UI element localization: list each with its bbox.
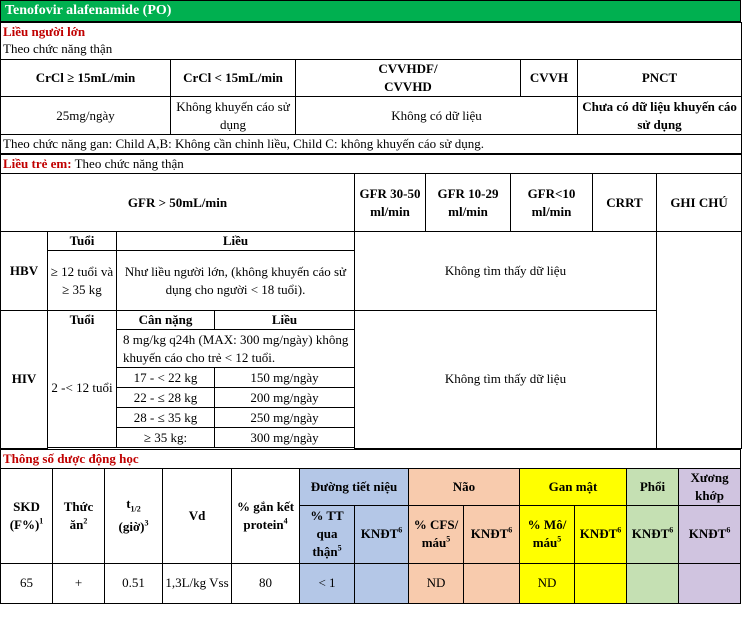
adult-low-crcl-value: Không khuyến cáo sử dụng bbox=[171, 97, 296, 135]
pk-brain-header: Não bbox=[409, 468, 520, 505]
pk-knd-urinary-value bbox=[355, 563, 409, 603]
hiv-weight-row: ≥ 35 kg: bbox=[117, 428, 215, 448]
pk-knd-liver-header: KNĐT$^6$ bbox=[575, 505, 627, 563]
pk-tt-value: < 1 bbox=[300, 563, 355, 603]
pk-knd-bone-value bbox=[679, 563, 741, 603]
child-intro: Theo chức năng thận bbox=[74, 156, 184, 171]
pk-protein-value: 80 bbox=[232, 563, 300, 603]
hiv-weight-row: 17 - < 22 kg bbox=[117, 368, 215, 388]
pk-vd-value: 1,3L/kg Vss bbox=[163, 563, 232, 603]
pk-tt-header: % TT qua thận$^5$ bbox=[300, 505, 355, 563]
pk-food-header: Thức $ăn^2$ bbox=[53, 468, 105, 563]
child-col-gfr-10: GFR 10-29 ml/min bbox=[426, 174, 511, 232]
pk-half-life-header: $t_{1/2}$ (giờ)$^3$ bbox=[105, 468, 163, 563]
adult-col-cvvh: CVVH bbox=[521, 60, 578, 97]
hiv-age: 2 -< 12 tuổi bbox=[48, 330, 117, 448]
hiv-dose-row: 200 mg/ngày bbox=[215, 388, 355, 408]
hiv-label: HIV bbox=[1, 311, 48, 449]
hiv-weight-row: 28 - ≤ 35 kg bbox=[117, 408, 215, 428]
adult-dosing-table bbox=[0, 22, 742, 154]
pk-table bbox=[0, 449, 741, 604]
hiv-dose-header: Liều bbox=[215, 311, 355, 330]
adult-pnct-value: Chưa có dữ liệu khuyến cáo sử dụng bbox=[578, 97, 742, 135]
adult-heading: Liều người lớn bbox=[3, 24, 86, 39]
pk-urinary-header: Đường tiết niệu bbox=[300, 468, 409, 505]
pk-mo-header: % Mô/ máu$^5$ bbox=[520, 505, 575, 563]
adult-col-crcl-low: CrCl < 15mL/min bbox=[171, 60, 296, 97]
adult-dose-value: 25mg/ngày bbox=[1, 97, 171, 135]
hbv-label: HBV bbox=[1, 232, 48, 311]
hbv-dose: Như liều người lớn, (không khuyến cáo sử dụng cho người < 18 tuổi). bbox=[117, 251, 355, 311]
pk-half-life-value: 0.51 bbox=[105, 563, 163, 603]
hiv-dose-row: 250 mg/ngày bbox=[215, 408, 355, 428]
pk-food-value: + bbox=[53, 563, 105, 603]
adult-col-crcl-high: CrCl ≥ 15mL/min bbox=[1, 60, 171, 97]
hiv-weight-row: 22 - ≤ 28 kg bbox=[117, 388, 215, 408]
hbv-age: ≥ 12 tuổi và ≥ 35 kg bbox=[48, 251, 117, 311]
hiv-dose-row: 300 mg/ngày bbox=[215, 428, 355, 448]
child-col-gfr-30: GFR 30-50 ml/min bbox=[355, 174, 426, 232]
pk-vd-header: Vd bbox=[163, 468, 232, 563]
pk-lung-header: Phổi bbox=[627, 468, 679, 505]
pk-skd-value: 65 bbox=[1, 563, 53, 603]
pk-knd-bone-header: KNĐT$^6$ bbox=[679, 505, 741, 563]
adult-col-cvvhdf: CVVHDF/ CVVHD bbox=[296, 60, 521, 97]
hiv-weight-header: Cân nặng bbox=[117, 311, 215, 330]
pk-knd-liver-value bbox=[575, 563, 627, 603]
pk-knd-lung-header: KNĐT$^6$ bbox=[627, 505, 679, 563]
title-table bbox=[0, 0, 741, 22]
adult-dialysis-value: Không có dữ liệu bbox=[296, 97, 578, 135]
child-col-gfr-lt10: GFR<10 ml/min bbox=[511, 174, 593, 232]
pk-knd-brain-value bbox=[464, 563, 520, 603]
pk-cfs-header: % CFS/ máu$^5$ bbox=[409, 505, 464, 563]
hbv-nodata: Không tìm thấy dữ liệu bbox=[355, 232, 657, 311]
child-dosing-table bbox=[0, 154, 742, 449]
hiv-dose-row: 150 mg/ngày bbox=[215, 368, 355, 388]
hiv-age-header: Tuổi bbox=[48, 311, 117, 330]
adult-intro: Theo chức năng thận bbox=[3, 41, 113, 56]
drug-title: Tenofovir alafenamide (PO) bbox=[1, 1, 741, 22]
pk-knd-brain-header: KNĐT$^6$ bbox=[464, 505, 520, 563]
hiv-weight-dose-note: 8 mg/kg q24h (MAX: 300 mg/ngày) không khuyến cáo cho trẻ < 12 tuổi. bbox=[117, 330, 355, 368]
child-heading: Liều trẻ em: bbox=[3, 156, 72, 171]
pk-heading: Thông số dược động học bbox=[1, 449, 741, 468]
pk-mo-value: ND bbox=[520, 563, 575, 603]
pk-protein-header: % gắn kết protein$^4$ bbox=[232, 468, 300, 563]
hbv-dose-header: Liều bbox=[117, 232, 355, 251]
child-col-notes: GHI CHÚ bbox=[657, 174, 742, 232]
child-col-gfr-50: GFR > 50mL/min bbox=[1, 174, 355, 232]
child-col-crrt: CRRT bbox=[593, 174, 657, 232]
pk-bone-header: Xương khớp bbox=[679, 468, 741, 505]
pk-skd-header: SKD $(F\%)^1$ bbox=[1, 468, 53, 563]
pk-cfs-value: ND bbox=[409, 563, 464, 603]
adult-col-pnct: PNCT bbox=[578, 60, 742, 97]
hbv-age-header: Tuổi bbox=[48, 232, 117, 251]
pk-knd-urinary-header: KNĐT$^6$ bbox=[355, 505, 409, 563]
hiv-nodata: Không tìm thấy dữ liệu bbox=[355, 311, 657, 449]
pk-liver-header: Gan mật bbox=[520, 468, 627, 505]
pk-knd-lung-value bbox=[627, 563, 679, 603]
adult-liver-note: Theo chức năng gan: Child A,B: Không cần chỉnh liều, Child C: không khuyến cáo sử dụng. bbox=[1, 135, 742, 154]
notes-cell bbox=[657, 232, 742, 449]
